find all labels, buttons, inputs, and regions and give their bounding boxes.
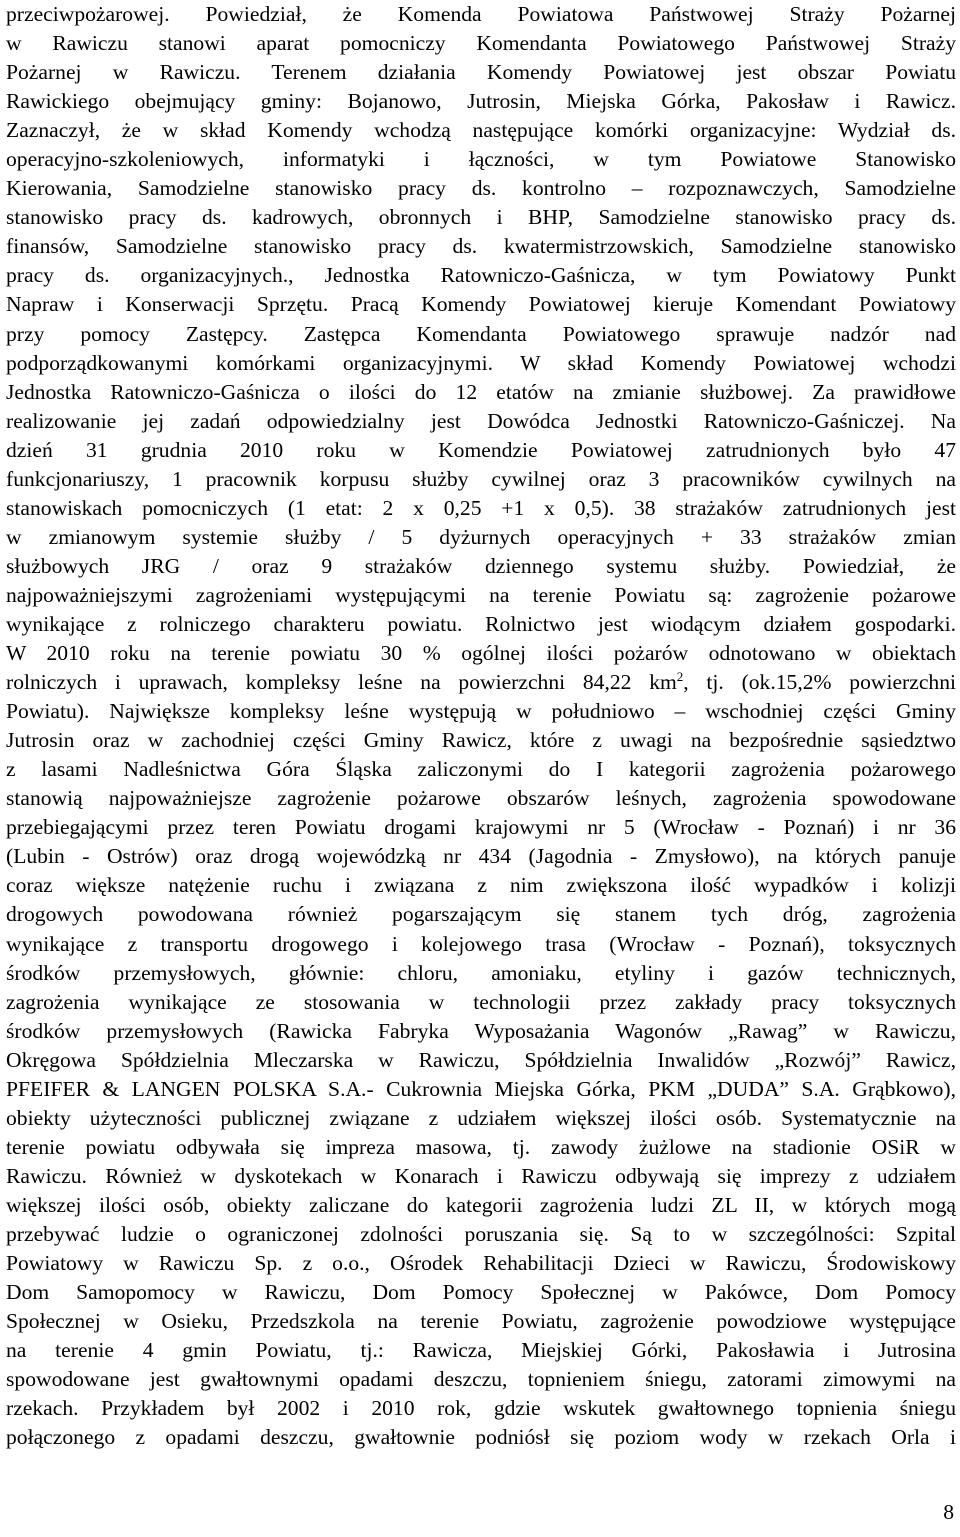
text-line: podporządkowanymi komórkami organizacyjnymi. W skład Komendy Powiatowej wchodzi xyxy=(6,350,956,375)
text-line: Zaznaczył, że w skład Komendy wchodzą następujące komórki organizacyjne: Wydział ds. xyxy=(6,118,956,143)
text-line: pracy ds. organizacyjnych., Jednostka Ratowniczo-Gaśnicza, w tym Powiatowy Punkt xyxy=(6,263,956,288)
text-line: w zmianowym systemie służby / 5 dyżurnych operacyjnych + 33 strażaków zmian xyxy=(6,524,956,549)
page-number: 8 xyxy=(943,1500,954,1524)
text-line: najpoważniejszymi zagrożeniami występującymi na terenie Powiatu są: zagrożenie pożarowe xyxy=(6,582,956,607)
text-line: rzekach. Przykładem był 2002 i 2010 rok, gdzie wskutek gwałtownego topnienia śniegu xyxy=(6,1396,956,1421)
text-line: obiekty użyteczności publicznej związane z udziałem większej ilości osób. Systematycznie na xyxy=(6,1105,956,1130)
text-line: służbowych JRG / oraz 9 strażaków dziennego systemu służby. Powiedział, że xyxy=(6,553,956,578)
text-line: Rawickiego obejmujący gminy: Bojanowo, Jutrosin, Miejska Górka, Pakosław i Rawicz. xyxy=(6,89,956,114)
text-line: przeciwpożarowej. Powiedział, że Komenda Powiatowa Państwowej Straży Pożarnej xyxy=(6,2,956,26)
text-line: Jednostka Ratowniczo-Gaśnicza o ilości do 12 etatów na zmianie służbowej. Za prawidłowe xyxy=(6,379,956,404)
text-line: w Rawiczu stanowi aparat pomocniczy Komendanta Powiatowego Państwowej Straży xyxy=(6,31,956,56)
text-line: Powiatu). Największe kompleksy leśne występują w południowo – wschodniej części Gminy xyxy=(6,699,956,724)
text-line: Napraw i Konserwacji Sprzętu. Pracą Komendy Powiatowej kieruje Komendant Powiatowy xyxy=(6,292,956,317)
text-line: wynikające z rolniczego charakteru powiatu. Rolnictwo jest wiodącym działem gospodarki. xyxy=(6,611,956,636)
text-line: przebywać ludzie o ograniczonej zdolności poruszania się. Są to w szczególności: Szpital xyxy=(6,1221,956,1246)
text-line: stanowiskach pomocniczych (1 etat: 2 x 0,25 +1 x 0,5). 38 strażaków zatrudnionych jest xyxy=(6,495,956,520)
text-line: Kierowania, Samodzielne stanowisko pracy ds. kontrolno – rozpoznawczych, Samodzielne xyxy=(6,176,956,201)
text-line: Powiatowy w Rawiczu Sp. z o.o., Ośrodek Rehabilitacji Dzieci w Rawiczu, Środowiskowy xyxy=(6,1251,956,1276)
text-line: terenie powiatu odbywała się impreza masowa, tj. zawody żużlowe na stadionie OSiR w xyxy=(6,1134,956,1159)
text-line: finansów, Samodzielne stanowisko pracy ds. kwatermistrzowskich, Samodzielne stanowisko xyxy=(6,234,956,259)
text-line: połączonego z opadami deszczu, gwałtownie podniósł się poziom wody w rzekach Orla i xyxy=(6,1425,956,1450)
text-line: Jutrosin oraz w zachodniej części Gminy Rawicz, które z uwagi na bezpośrednie sąsiedztwo xyxy=(6,728,956,753)
text-line: przy pomocy Zastępcy. Zastępca Komendanta Powiatowego sprawuje nadzór nad xyxy=(6,321,956,346)
text-line: W 2010 roku na terenie powiatu 30 % ogólnej ilości pożarów odnotowano w obiektach xyxy=(6,641,956,666)
text-line: większej ilości osób, obiekty zaliczane do kategorii zagrożenia ludzi ZL II, w których mogą xyxy=(6,1192,956,1217)
text-line: na terenie 4 gmin Powiatu, tj.: Rawicza, Miejskiej Górki, Pakosławia i Jutrosina xyxy=(6,1338,956,1363)
text-line: Okręgowa Spółdzielnia Mleczarska w Rawiczu, Spółdzielnia Inwalidów „Rozwój” Rawicz, xyxy=(6,1047,956,1072)
text-line: PFEIFER & LANGEN POLSKA S.A.- Cukrownia Miejska Górka, PKM „DUDA” S.A. Grąbkowo), xyxy=(6,1076,956,1101)
superscript: 2 xyxy=(676,669,684,685)
text-line: dzień 31 grudnia 2010 roku w Komendzie Powiatowej zatrudnionych było 47 xyxy=(6,437,956,462)
text-line: stanowią najpoważniejsze zagrożenie pożarowe obszarów leśnych, zagrożenia spowodowane xyxy=(6,786,956,811)
text-line: spowodowane jest gwałtownymi opadami deszczu, topnieniem śniegu, zatorami zimowymi na xyxy=(6,1367,956,1392)
text-line: drogowych powodowana również pogarszającym się stanem tych dróg, zagrożenia xyxy=(6,902,956,927)
text-line: Dom Samopomocy w Rawiczu, Dom Pomocy Społecznej w Pakówce, Dom Pomocy xyxy=(6,1280,956,1305)
text-line: operacyjno-szkoleniowych, informatyki i łączności, w tym Powiatowe Stanowisko xyxy=(6,147,956,172)
text-segment: , tj. (ok.15,2% powierzchni xyxy=(683,670,956,695)
text-line: Pożarnej w Rawiczu. Terenem działania Komendy Powiatowej jest obszar Powiatu xyxy=(6,60,956,85)
text-line: środków przemysłowych, głównie: chloru, amoniaku, etyliny i gazów technicznych, xyxy=(6,960,956,985)
text-line: środków przemysłowych (Rawicka Fabryka Wyposażania Wagonów „Rawag” w Rawiczu, xyxy=(6,1018,956,1043)
text-line: Społecznej w Osieku, Przedszkola na terenie Powiatu, zagrożenie powodziowe występujące xyxy=(6,1309,956,1334)
body-text xyxy=(6,0,956,1452)
text-line: zagrożenia wynikające ze stosowania w technologii przez zakłady pracy toksycznych xyxy=(6,989,956,1014)
text-segment: rolniczych i uprawach, kompleksy leśne na powierzchni 84,22 km xyxy=(6,670,677,695)
text-line: przebiegającymi przez teren Powiatu drogami krajowymi nr 5 (Wrocław - Poznań) i nr 36 xyxy=(6,815,956,840)
text-line: stanowisko pracy ds. kadrowych, obronnych i BHP, Samodzielne stanowisko pracy ds. xyxy=(6,205,956,230)
text-line: z lasami Nadleśnictwa Góra Śląska zaliczonymi do I kategorii zagrożenia pożarowego xyxy=(6,757,956,782)
text-line: funkcjonariuszy, 1 pracownik korpusu służby cywilnej oraz 3 pracowników cywilnych na xyxy=(6,466,956,491)
text-line: Rawiczu. Również w dyskotekach w Konarach i Rawiczu odbywają się imprezy z udziałem xyxy=(6,1163,956,1188)
text-line-with-superscript xyxy=(6,668,956,697)
text-line: coraz większe natężenie ruchu i związana z nim zwiększona ilość wypadków i kolizji xyxy=(6,873,956,898)
text-line: (Lubin - Ostrów) oraz drogą wojewódzką nr 434 (Jagodnia - Zmysłowo), na których panuje xyxy=(6,844,956,869)
text-line: wynikające z transportu drogowego i kolejowego trasa (Wrocław - Poznań), toksycznych xyxy=(6,931,956,956)
text-line: realizowanie jej zadań odpowiedzialny jest Dowódca Jednostki Ratowniczo-Gaśniczej. Na xyxy=(6,408,956,433)
